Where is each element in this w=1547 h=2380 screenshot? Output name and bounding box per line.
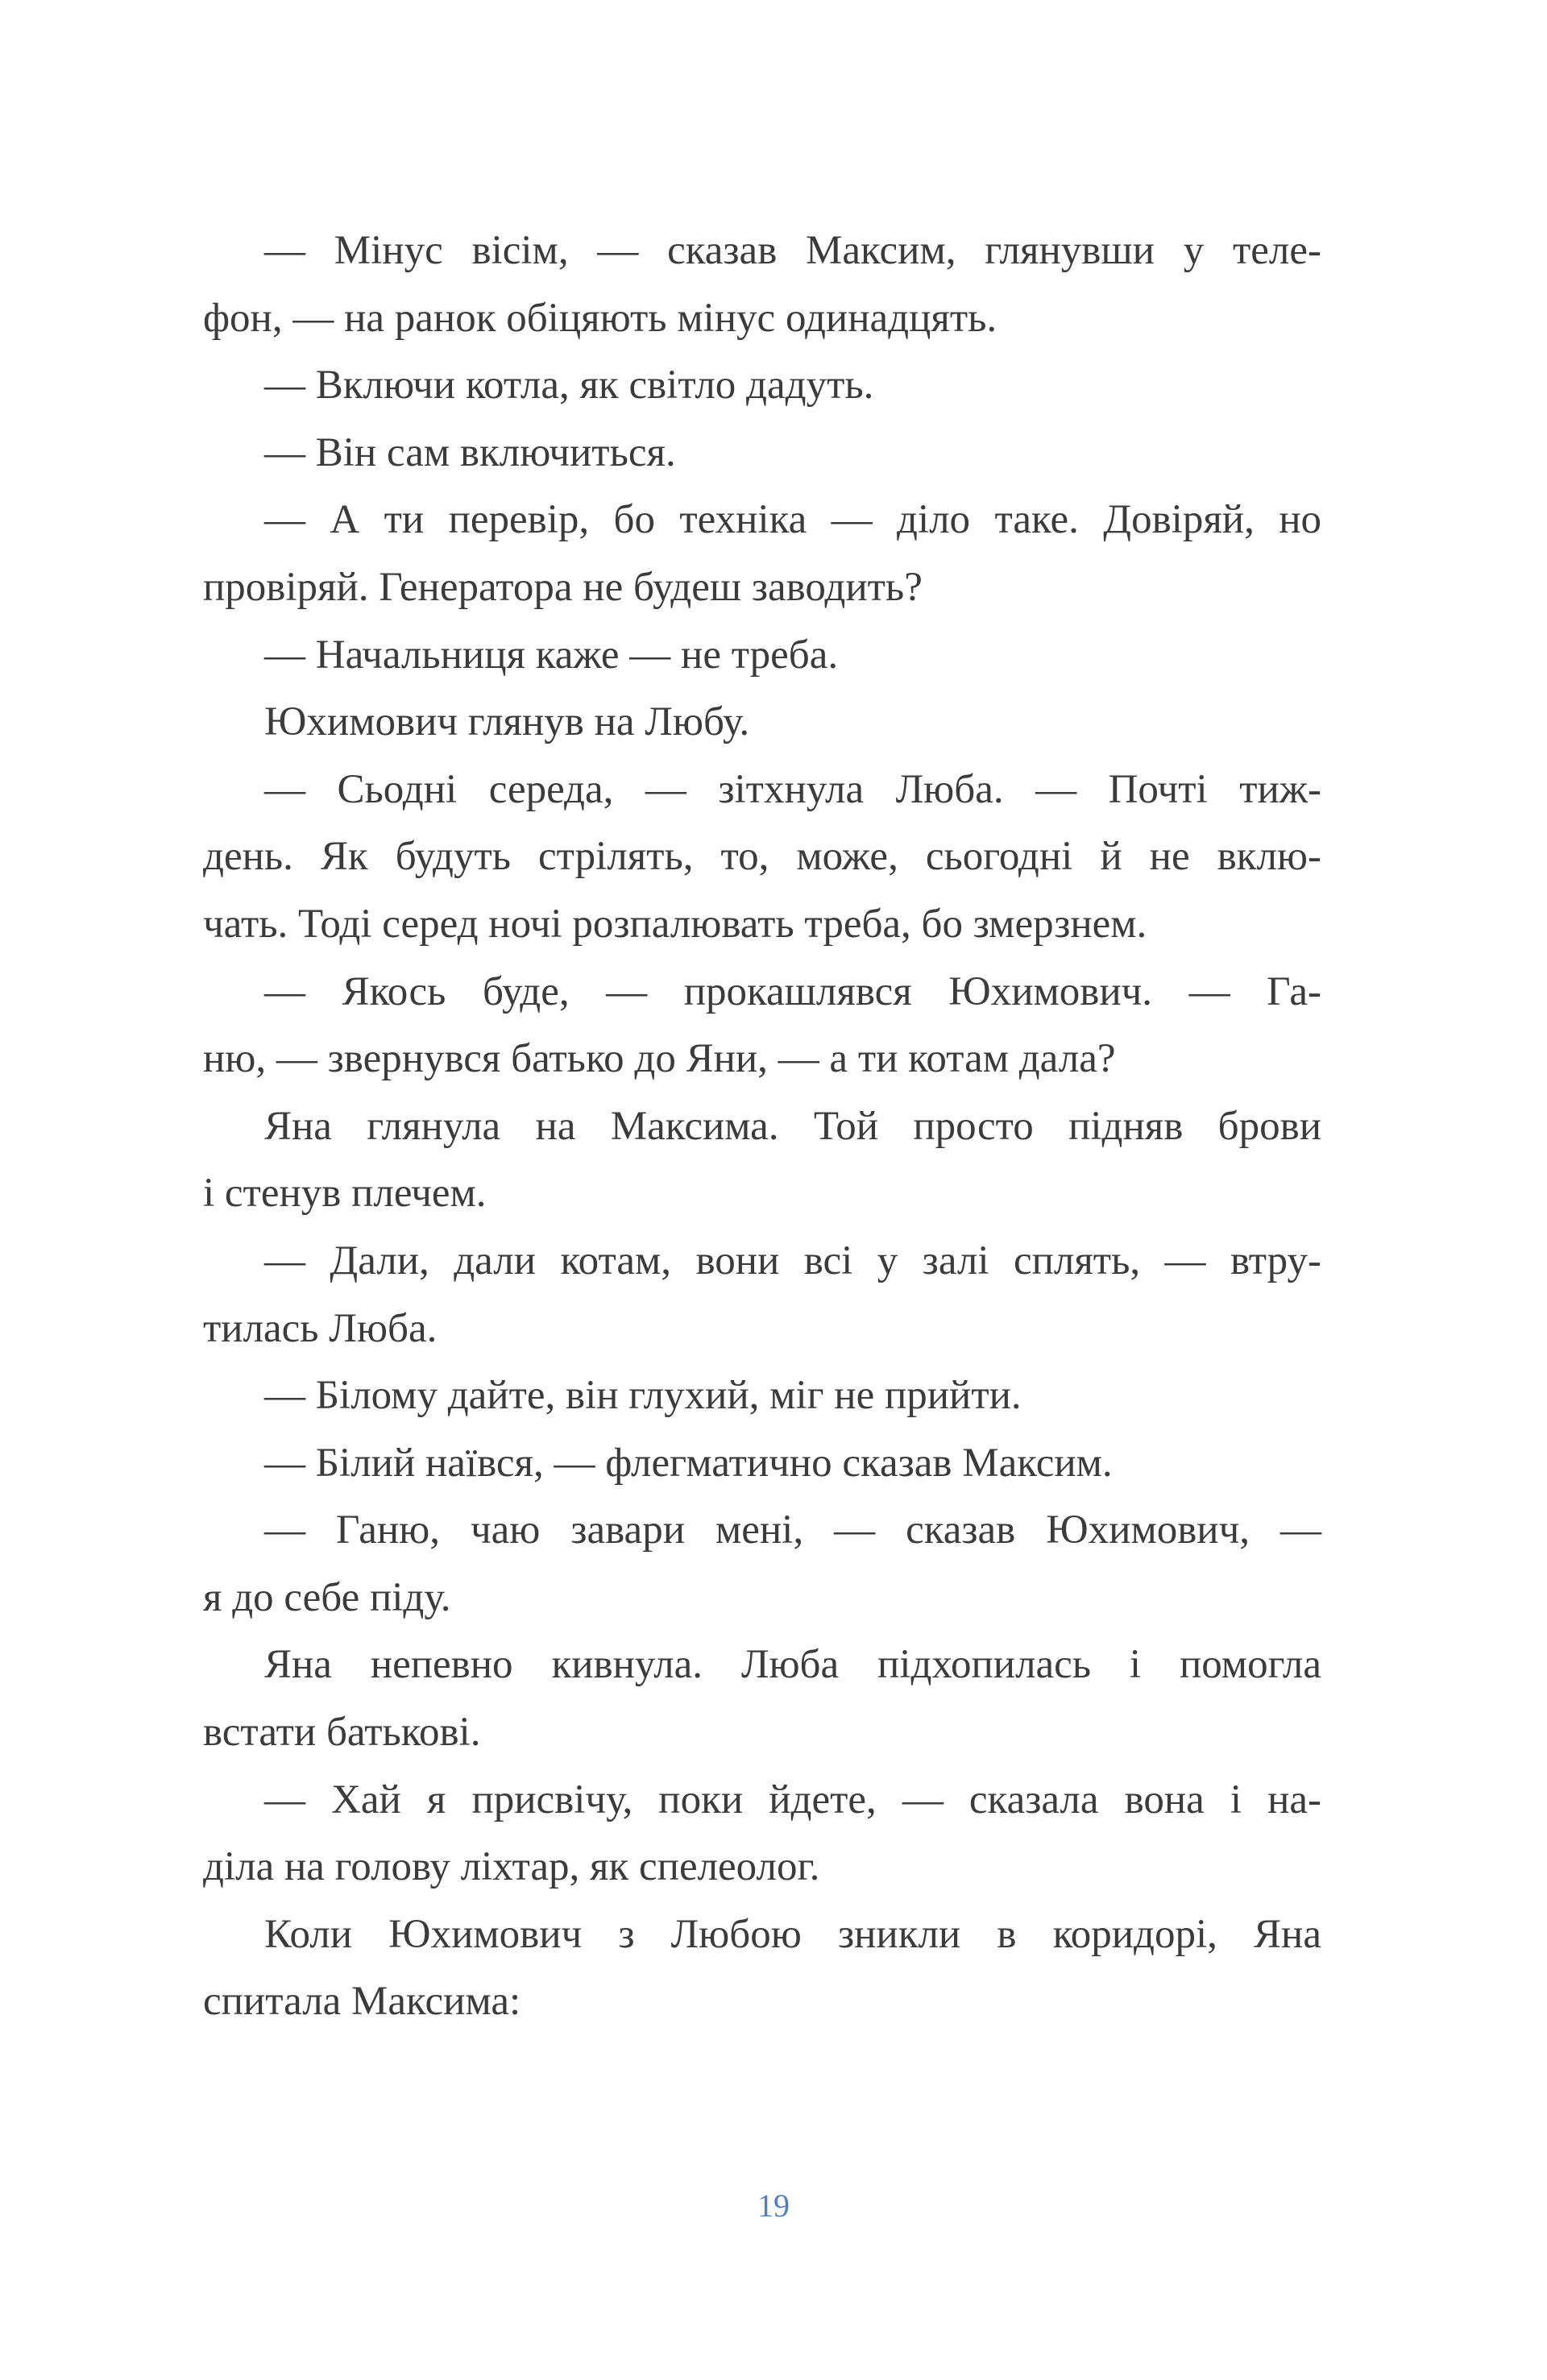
text-line: — А ти перевір, бо техніка — діло таке. Довіряй, но (264, 497, 1321, 543)
text-line: чать. Тоді серед ночі розпалювать треба, бо змерзнем. (203, 901, 1147, 947)
text-line: — Включи котла, як світло дадуть. (264, 363, 874, 408)
text-line: Яна глянула на Максима. Той просто підняв брови (264, 1103, 1321, 1149)
text-line: встати батькові. (203, 1710, 481, 1756)
body-text (203, 218, 1321, 2036)
text-line: — Ганю, чаю завари мені, — сказав Юхимович, — (264, 1507, 1321, 1553)
text-line: фон, — на ранок обіцяють мінус одинадцять. (203, 295, 997, 341)
text-line: — Білому дайте, він глухий, міг не прийти. (264, 1373, 1022, 1419)
page-number: 19 (757, 2187, 790, 2224)
text-line: — Хай я присвічу, поки йдете, — сказала вона і на- (264, 1777, 1321, 1822)
text-line: і стенув плечем. (203, 1171, 487, 1217)
text-line: Яна непевно кивнула. Люба підхопилась і помогла (264, 1642, 1321, 1688)
text-line: спитала Максима: (203, 1979, 521, 2025)
text-line: Юхимович глянув на Любу. (264, 699, 750, 745)
text-line: ню, — звернувся батько до Яни, — а ти котам дала? (203, 1036, 1116, 1082)
text-line: — Дали, дали котам, вони всі у залі сплять, — втру- (264, 1238, 1321, 1283)
text-line: — Мінус вісім, — сказав Максим, глянувши у теле- (264, 228, 1321, 273)
text-line: провіряй. Генератора не будеш заводить? (203, 564, 923, 610)
text-line: — Сьодні середа, — зітхнула Люба. — Почті тиж- (264, 766, 1321, 812)
text-line: день. Як будуть стрілять, то, може, сьогодні й не вклю- (203, 834, 1321, 880)
text-line: — Якось буде, — прокашлявся Юхимович. — Га- (264, 968, 1321, 1014)
text-line: я до себе піду. (203, 1574, 451, 1620)
text-line: — Білий наївся, — флегматично сказав Максим. (264, 1440, 1113, 1486)
text-line: тилась Люба. (203, 1305, 438, 1351)
text-line: — Він сам включиться. (264, 429, 676, 475)
text-line: Коли Юхимович з Любою зникли в коридорі, Яна (264, 1911, 1321, 1957)
text-line: діла на голову ліхтар, як спелеолог. (203, 1844, 820, 1890)
text-line: — Начальниця каже — не треба. (264, 632, 839, 678)
